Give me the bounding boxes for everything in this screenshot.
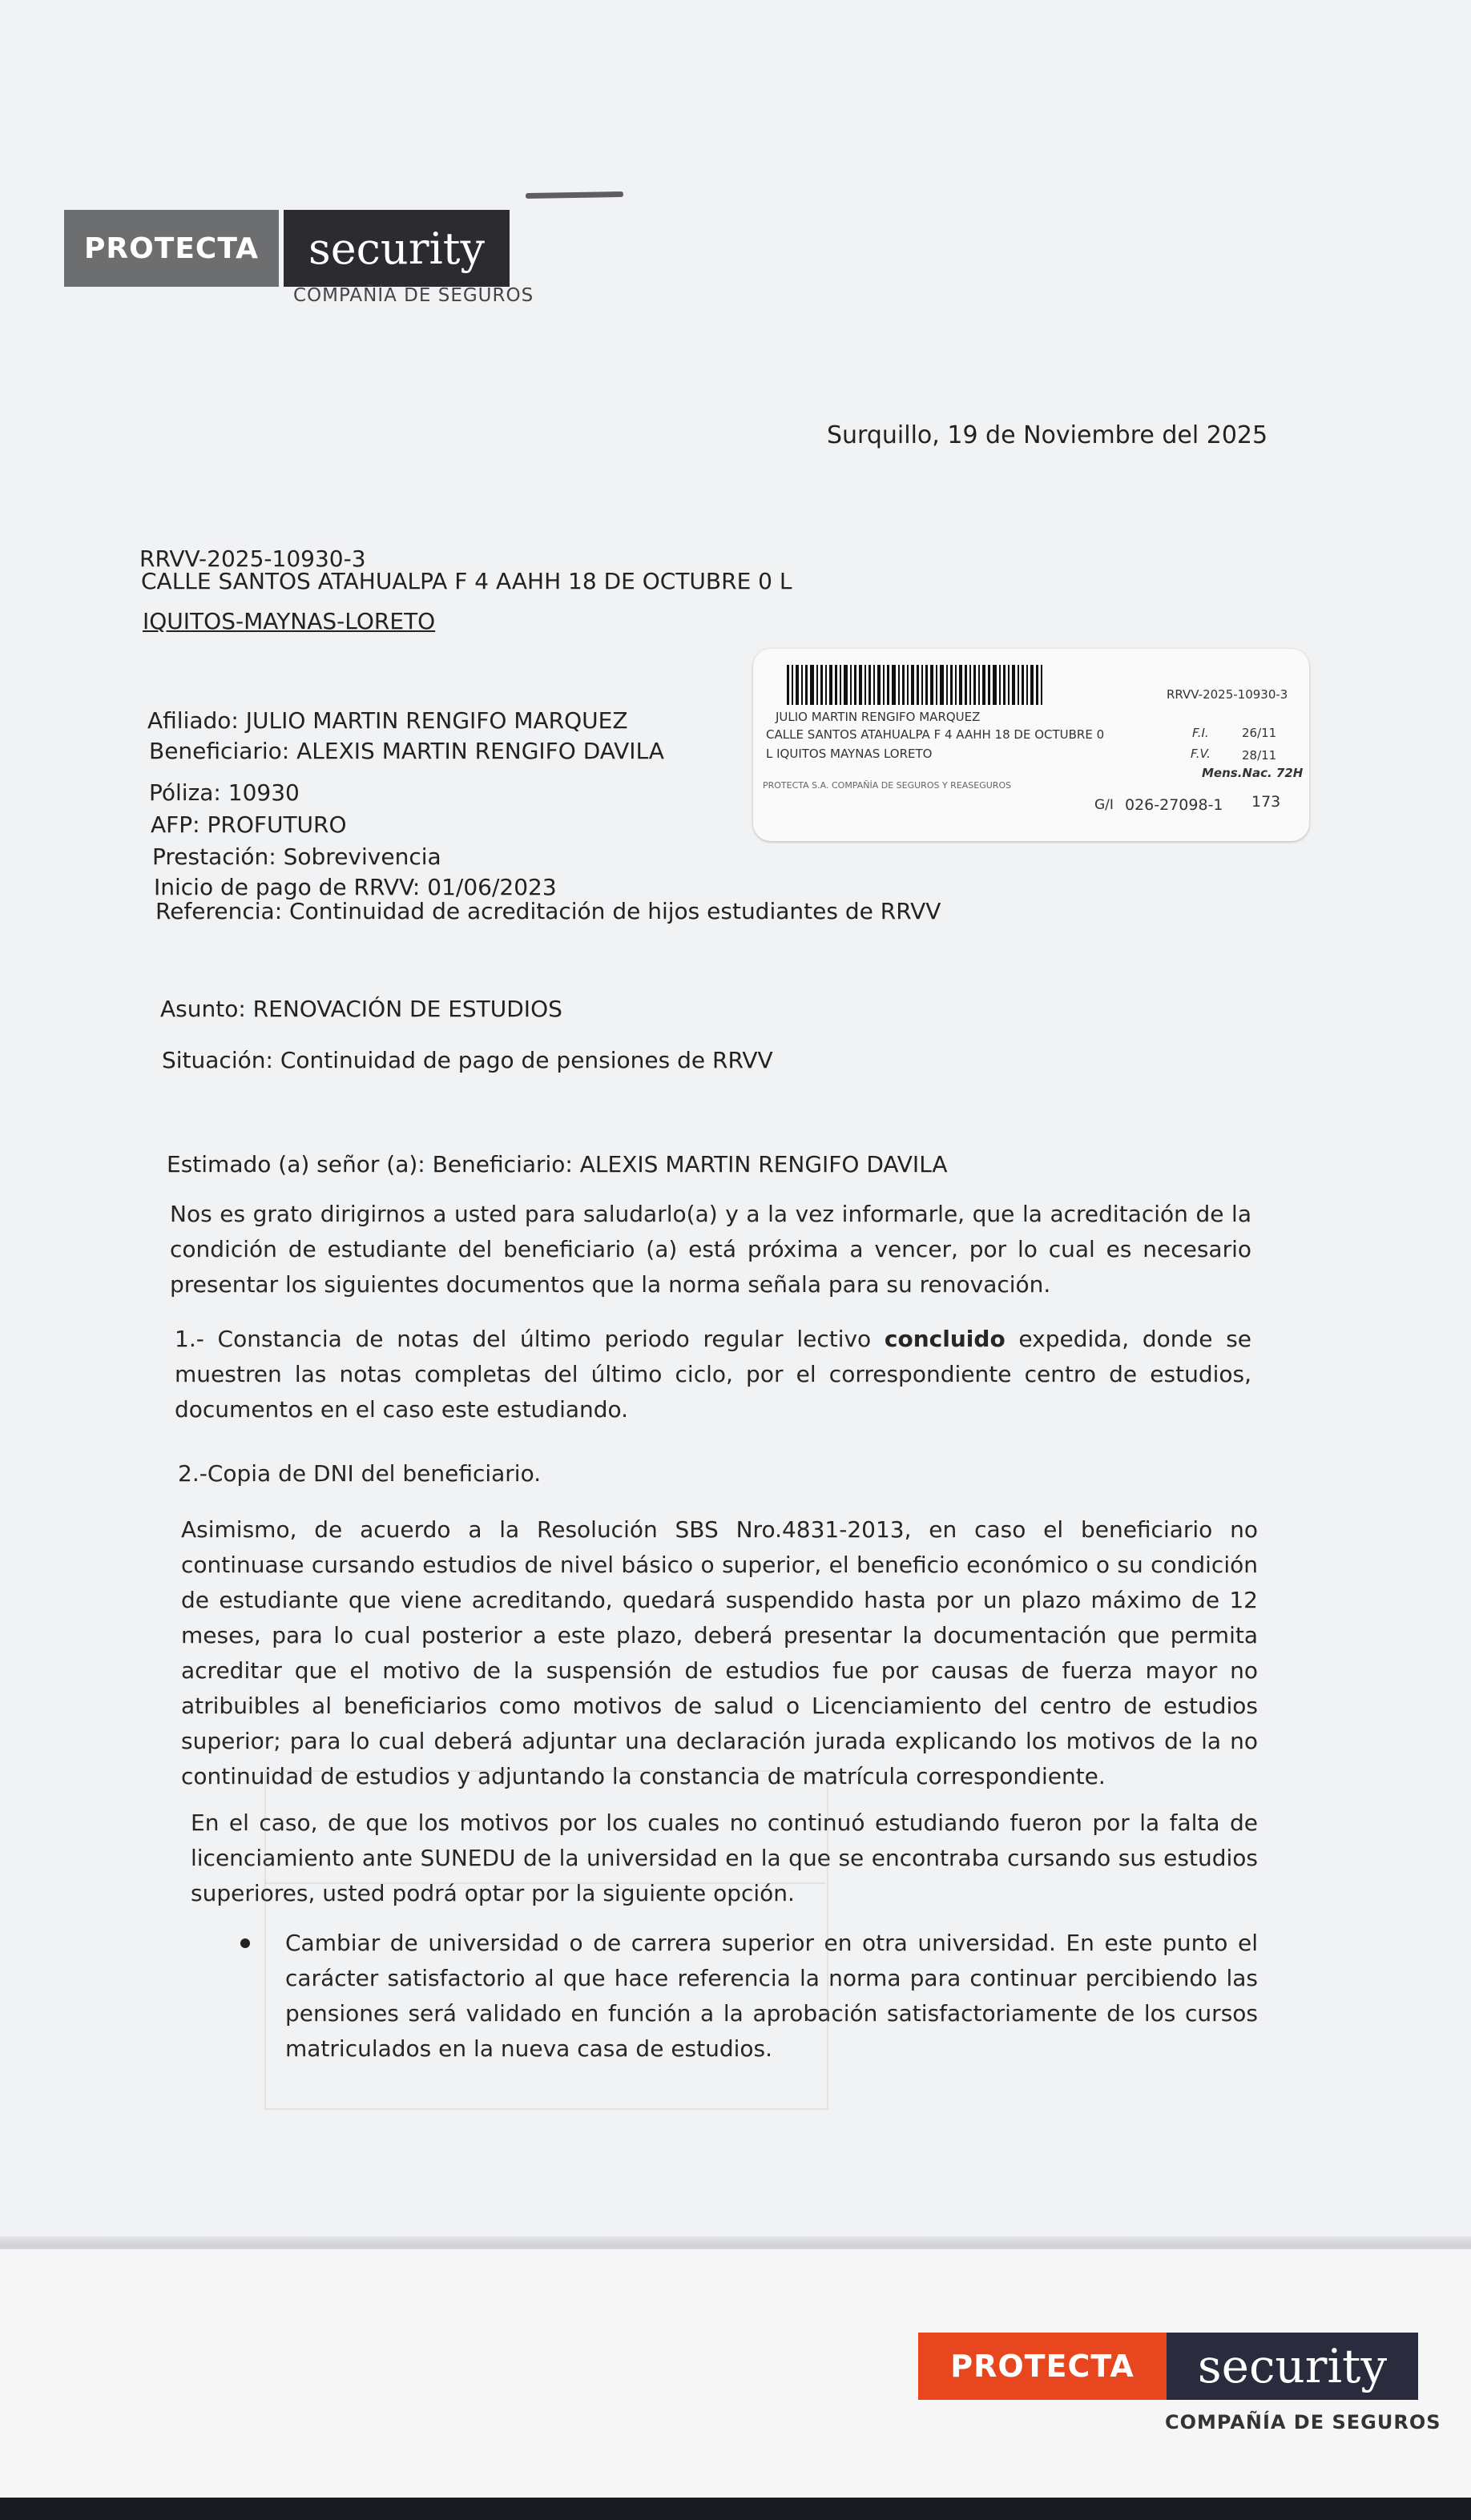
address-street: CALLE SANTOS ATAHUALPA F 4 AAHH 18 DE OCTUBRE 0 L bbox=[141, 568, 792, 594]
item-dni: 2.-Copia de DNI del beneficiario. bbox=[178, 1460, 542, 1487]
label-fi-label: F.I. bbox=[1192, 726, 1209, 740]
showthrough-lines bbox=[264, 1770, 828, 2110]
logo-subtitle: COMPAÑÍA DE SEGUROS bbox=[293, 285, 534, 306]
barcode-image bbox=[787, 665, 1107, 705]
inicio-pago-line: Inicio de pago de RRVV: 01/06/2023 bbox=[154, 874, 557, 900]
item-constancia-pre: 1.- Constancia de notas del último periodo regular lectivo bbox=[175, 1326, 885, 1352]
label-count: 173 bbox=[1251, 793, 1281, 811]
address-city: IQUITOS-MAYNAS-LORETO bbox=[143, 608, 436, 634]
mailing-label bbox=[753, 649, 1309, 841]
showthrough-divider bbox=[264, 1882, 825, 1884]
afp-line: AFP: PROFUTURO bbox=[151, 811, 347, 838]
logo-bottom-subtitle: COMPAÑÍA DE SEGUROS bbox=[1165, 2411, 1441, 2433]
label-city: L IQUITOS MAYNAS LORETO bbox=[766, 747, 933, 761]
bullet-dot bbox=[240, 1938, 250, 1948]
option-bullet-text: Cambiar de universidad o de carrera superior en otra universidad. En este punto el carácter satisfactorio al que hace referencia la norma para continuar percibiendo las pensiones será validado en función a la aprobación satisfactoriamente de los cursos matriculados en la nueva casa de estudios. bbox=[285, 1930, 1258, 2062]
item-constancia bbox=[175, 1322, 1251, 1427]
prestacion-line: Prestación: Sobrevivencia bbox=[152, 843, 441, 870]
staple-mark bbox=[526, 191, 623, 199]
label-fv-label: F.V. bbox=[1191, 747, 1211, 761]
background-edge bbox=[0, 2498, 1471, 2520]
paragraph-sunedu: En el caso, de que los motivos por los cuales no continuó estudiando fueron por la falta de licenciamiento ante SUNEDU de la universidad en la que se encontraba cursando sus estudios superiores, usted podrá optar por la siguiente opción. bbox=[191, 1809, 1258, 1906]
logo-security-text: security bbox=[284, 210, 510, 287]
logo-bottom-protecta-text: PROTECTA bbox=[918, 2333, 1167, 2400]
afiliado-line: Afiliado: JULIO MARTIN RENGIFO MARQUEZ bbox=[147, 707, 628, 734]
label-gi-label: G/I bbox=[1094, 797, 1114, 813]
poliza-line: Póliza: 10930 bbox=[149, 779, 300, 806]
item-constancia-post: expedida, donde se muestren las notas completas del último ciclo, por el correspondiente centro de estudios, documentos en el caso este estudiando. bbox=[175, 1326, 1252, 1423]
label-mens: Mens.Nac. 72H bbox=[1202, 766, 1304, 780]
letter-page-2 bbox=[0, 2249, 1471, 2520]
paragraph-intro: Nos es grato dirigirnos a usted para saludarlo(a) y a la vez informarle, que la acreditación de la condición de estudiante del beneficiario (a) está próxima a vencer, por lo cual es necesario presentar los siguientes documentos que la norma señala para su renovación. bbox=[170, 1201, 1251, 1298]
label-fi-value: 26/11 bbox=[1242, 726, 1277, 740]
label-code: RRVV-2025-10930-3 bbox=[1167, 687, 1288, 702]
label-gi-value: 026-27098-1 bbox=[1125, 796, 1223, 814]
beneficiario-line: Beneficiario: ALEXIS MARTIN RENGIFO DAVILA bbox=[149, 738, 664, 764]
situacion-line: Situación: Continuidad de pago de pensiones de RRVV bbox=[162, 1047, 773, 1073]
reference-code: RRVV-2025-10930-3 bbox=[139, 545, 366, 572]
protecta-security-logo-bottom bbox=[918, 2333, 1418, 2400]
asunto-line: Asunto: RENOVACIÓN DE ESTUDIOS bbox=[160, 996, 562, 1022]
referencia-line: Referencia: Continuidad de acreditación de hijos estudiantes de RRVV bbox=[155, 898, 941, 924]
item-constancia-bold: concluido bbox=[884, 1326, 1006, 1352]
protecta-security-logo bbox=[64, 210, 510, 287]
logo-protecta-text: PROTECTA bbox=[64, 210, 279, 287]
label-name: JULIO MARTIN RENGIFO MARQUEZ bbox=[776, 710, 981, 724]
date-line: Surquillo, 19 de Noviembre del 2025 bbox=[827, 421, 1268, 449]
logo-bottom-security-text: security bbox=[1167, 2333, 1418, 2400]
label-company: PROTECTA S.A. COMPAÑÍA DE SEGUROS Y REASEGUROS bbox=[763, 780, 1012, 791]
label-fv-value: 28/11 bbox=[1242, 748, 1277, 763]
paragraph-resolucion: Asimismo, de acuerdo a la Resolución SBS Nro.4831-2013, en caso el beneficiario no continuase cursando estudios de nivel básico o superior, el beneficio económico o su condición de estudiante que viene acreditando, quedará suspendido hasta por un plazo máximo de 12 meses, para lo cual posterior a este plazo, deberá presentar la documentación que permita acreditar que el motivo de la suspensión de estudios fue por causas de fuerza mayor no atribuibles al beneficiarios como motivos de salud o Licenciamiento del centro de estudios superior; para lo cual deberá adjuntar una declaración jurada explicando los motivos de la no continuidad de estudios y adjuntando la constancia de matrícula correspondiente. bbox=[181, 1516, 1258, 1789]
salutation: Estimado (a) señor (a): Beneficiario: ALEXIS MARTIN RENGIFO DAVILA bbox=[167, 1151, 948, 1177]
label-street: CALLE SANTOS ATAHUALPA F 4 AAHH 18 DE OCTUBRE 0 bbox=[766, 727, 1105, 742]
